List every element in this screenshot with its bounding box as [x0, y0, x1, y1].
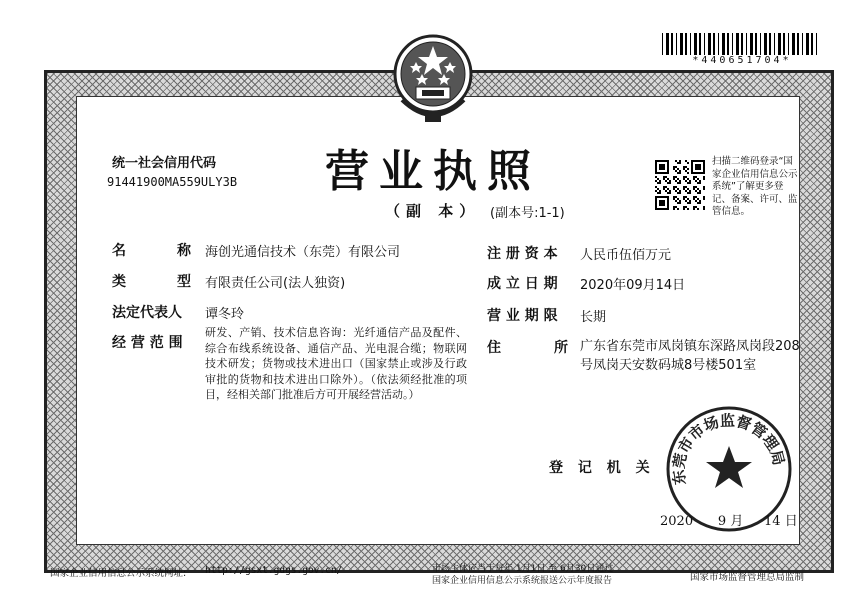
copy-number: (副本号:1-1) [490, 206, 565, 221]
barcode-number: *440651704* [692, 55, 792, 66]
capital-label: 注 册 资 本 [487, 246, 558, 262]
issue-day-unit: 日 [784, 514, 798, 529]
term-value: 长期 [580, 310, 607, 325]
term-label: 营 业 期 限 [487, 308, 558, 324]
seal-text: 东莞市市场监督管理局 [669, 411, 788, 487]
footer-notice-line2: 国家企业信用信息公示系统报送公示年度报告 [432, 576, 613, 586]
qr-code-icon[interactable] [655, 160, 705, 210]
type-label-b: 型 [177, 274, 191, 290]
name-label-b: 称 [177, 243, 191, 259]
issue-year: 2020 [660, 514, 694, 529]
footer-notice-line1: 市场主体应当于每年 1月1日 至 6月30日通过 [432, 564, 614, 574]
legal-rep-label: 法定代表人 [112, 305, 182, 321]
address-value: 广东省东莞市凤岗镇东深路凤岗段208号凤岗天安数码城8号楼501室 [580, 339, 800, 373]
scope-label: 经 营 范 围 [112, 335, 183, 351]
copy-subtitle: （副 本） [385, 202, 481, 220]
license-title: 营业执照 [325, 146, 541, 197]
issue-date [660, 510, 798, 529]
legal-rep-value: 谭冬玲 [205, 307, 245, 322]
address-label-a: 住 [487, 340, 501, 356]
uscc-label: 统一社会信用代码 [112, 156, 217, 171]
address-label-b: 所 [554, 340, 568, 356]
company-type: 有限责任公司(法人独资) [205, 276, 346, 291]
footer-supervisor: 国家市场监督管理总局监制 [690, 572, 805, 583]
established-label: 成 立 日 期 [487, 276, 558, 292]
business-scope: 研发、产销、技术信息咨询：光纤通信产品及配件、综合布线系统设备、通信产品、光电混合缆；物联网技术研发；货物或技术进出口（国家禁止或涉及行政审批的货物和技术进出口除外）。（依法须经批准的项目，经相关部门批准后方可开展经营活动。） [205, 326, 467, 401]
barcode [662, 33, 822, 55]
issue-month: 9 [717, 514, 727, 529]
company-name: 海创光通信技术（东莞）有限公司 [205, 245, 401, 260]
qr-instructions: 扫描二维码登录“国家企业信用信息公示系统”了解更多登记、备案、许可、监管信息。 [712, 156, 798, 217]
name-label-a: 名 [112, 243, 126, 259]
established-value: 2020年09月14日 [580, 278, 686, 293]
type-label-a: 类 [112, 274, 126, 290]
issue-month-unit: 月 [730, 514, 744, 529]
uscc-value: 91441900MA559ULY3B [107, 175, 238, 189]
capital-value: 人民币伍佰万元 [580, 248, 672, 263]
issue-day: 14 [764, 514, 781, 529]
footer-site-label: 国家企业信用信息公示系统网址: [50, 568, 187, 579]
registration-authority-label: 登 记 机 关 [549, 460, 655, 476]
footer-site-url[interactable]: http://gsxt.gdgs.gov.cn/ [205, 565, 343, 576]
national-emblem-icon [392, 30, 474, 126]
